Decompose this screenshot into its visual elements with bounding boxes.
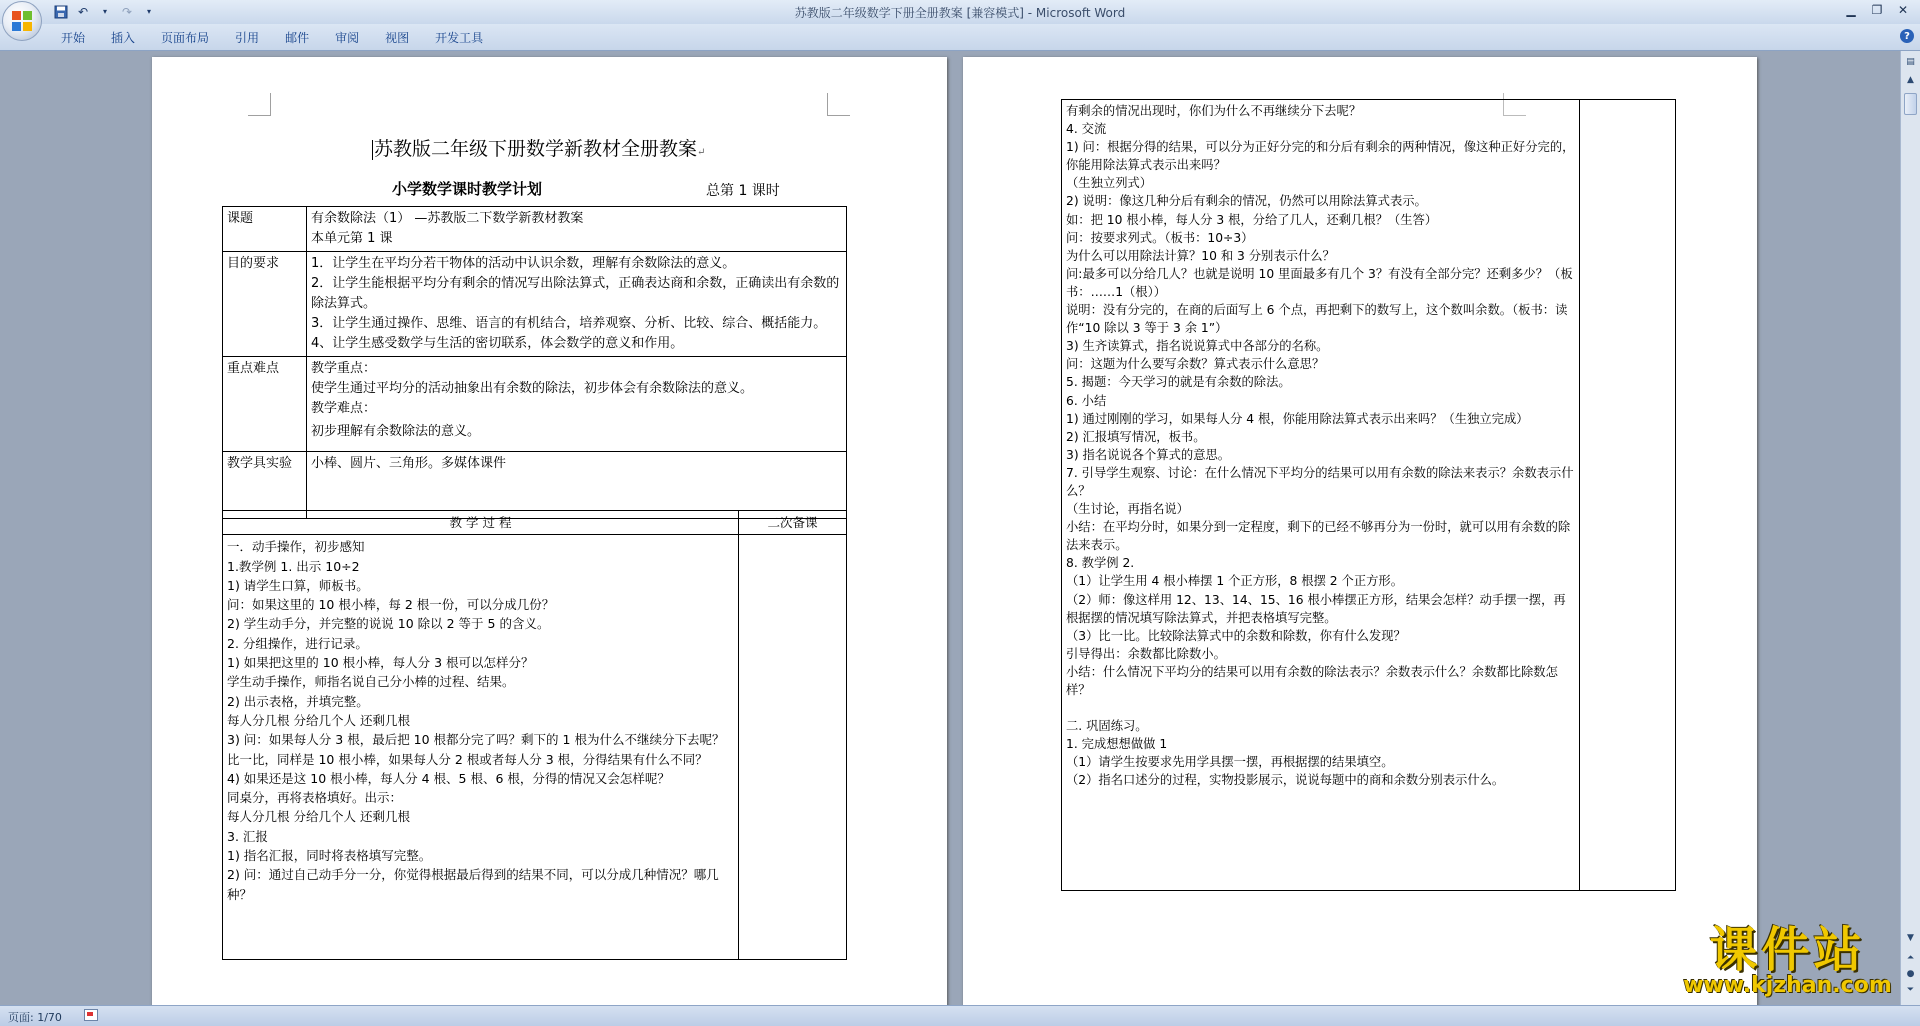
chevron-down-icon[interactable]: ▾ <box>102 7 107 16</box>
process-line: 问：如果这里的 10 根小棒，每 2 根一份，可以分成几份？ <box>227 597 555 613</box>
window-title: 苏教版二年级数学下册全册教案 [兼容模式] - Microsoft Word <box>794 6 1126 20</box>
process-line: 5. 揭题：今天学习的就是有余数的除法。 <box>1066 375 1291 390</box>
process-line: 1) 通过刚刚的学习，如果每人分 4 根，你能用除法算式表示出来吗？（生独立完成） <box>1066 411 1529 426</box>
process-content <box>1062 100 1580 891</box>
document-workspace[interactable] <box>0 51 1900 1005</box>
document-page-1[interactable] <box>152 57 947 1005</box>
process-line: 说明：没有分完的，在商的后面写上 6 个点，再把剩下的数写上，这个数叫余数。（板书：读作“10 除以 3 等于 3 余 1”） <box>1066 303 1568 336</box>
close-icon[interactable]: ✕ <box>1897 3 1909 17</box>
plan-total: 总第 1 课时 <box>706 183 780 199</box>
window-controls <box>1838 0 1916 20</box>
table-row <box>223 452 847 519</box>
browse-object-icon[interactable]: ● <box>1906 969 1915 979</box>
process-line: （生独立列式） <box>1066 176 1153 191</box>
undo-icon[interactable]: ↶ <box>77 4 89 19</box>
table-row <box>1062 100 1676 891</box>
lesson-info-table <box>222 206 847 519</box>
process-line <box>1066 699 1575 717</box>
process-line: 2) 汇报填写情况，板书。 <box>1066 429 1206 444</box>
process-line: 2) 学生动手分，并完整的说说 10 除以 2 等于 5 的含义。 <box>227 616 550 632</box>
scroll-thumb[interactable] <box>1904 93 1917 115</box>
office-button[interactable] <box>2 1 42 41</box>
process-line: 小结：在平均分时，如果分到一定程度，剩下的已经不够再分为一份时，就可以用有余数的除法来表示。 <box>1066 520 1571 553</box>
tab-insert[interactable]: 插入 <box>111 31 136 45</box>
tools-label: 教学具实验 <box>223 452 307 519</box>
tab-view[interactable]: 视图 <box>385 31 410 45</box>
process-line: 每人分几根 分给几个人 还剩几根 <box>227 809 410 825</box>
process-line: 1.教学例 1. 出示 10÷2 <box>227 558 360 574</box>
process-line: 1) 如果把这里的 10 根小棒，每人分 3 根可以怎样分？ <box>227 655 534 671</box>
process-line: 同桌分，再将表格填好。出示： <box>227 790 403 806</box>
scroll-down-icon[interactable]: ▼ <box>1907 933 1914 943</box>
teaching-process-table-continued <box>1061 99 1676 891</box>
process-line: 一．动手操作，初步感知 <box>227 539 365 555</box>
process-line: （2）师：像这样用 12、13、14、15、16 根小棒摆正方形，结果会怎样？动手摆一摆，再根据摆的情况填写除法算式，并把表格填写完整。 <box>1066 592 1566 625</box>
second-prep-header: 二次备课 <box>739 511 847 535</box>
document-title: 苏教版二年级下册数学新教材全册教案↵ <box>374 138 706 160</box>
process-line: 2) 出示表格，并填完整。 <box>227 693 369 709</box>
process-line: 1) 问：根据分得的结果，可以分为正好分完的和分后有剩余的两种情况，像这种正好分完的，你能用除法算式表示出来吗？ <box>1066 140 1575 173</box>
process-line: 1) 请学生口算，师板书。 <box>227 577 369 593</box>
text-cursor <box>372 140 373 160</box>
process-line: 2) 说明：像这几种分后有剩余的情况，仍然可以用除法算式表示。 <box>1066 194 1427 209</box>
process-line: 引导得出：余数都比除数小。 <box>1066 646 1226 661</box>
process-line: 小结：什么情况下平均分的结果可以用有余数的除法表示？余数表示什么？余数都比除数怎样？ <box>1066 664 1558 697</box>
topic-value: 有余数除法（1） —苏教版二下数学新教材教案 本单元第 1 课 <box>307 207 847 252</box>
second-prep-content <box>739 535 847 960</box>
process-line: 7. 引导学生观察、讨论：在什么情况下平均分的结果可以用有余数的除法来表示？余数表示什么？ <box>1066 465 1574 498</box>
table-row <box>223 252 847 357</box>
process-line: （生讨论，再指名说） <box>1066 502 1189 517</box>
next-page-icon[interactable]: ⏷ <box>1906 985 1915 995</box>
process-line: 学生动手操作，师指名说自己分小棒的过程、结果。 <box>227 674 515 690</box>
key-points-label: 重点难点 <box>223 357 307 452</box>
process-line: （2）指名口述分的过程，实物投影展示，说说每题中的商和余数分别表示什么。 <box>1066 773 1505 788</box>
status-bar <box>0 1005 1920 1026</box>
process-line: 每人分几根 分给几个人 还剩几根 <box>227 712 410 728</box>
help-icon[interactable]: ? <box>1900 29 1914 43</box>
crop-mark <box>248 93 271 116</box>
process-line: 3) 指名说说各个算式的意思。 <box>1066 447 1231 462</box>
title-bar <box>0 0 1920 25</box>
second-prep-content <box>1580 100 1676 891</box>
tab-references[interactable]: 引用 <box>235 31 260 45</box>
tab-developer[interactable]: 开发工具 <box>435 31 484 45</box>
topic-label: 课题 <box>223 207 307 252</box>
process-line: （3）比一比。比较除法算式中的余数和除数，你有什么发现？ <box>1066 628 1406 643</box>
process-line: 3. 汇报 <box>227 828 268 844</box>
process-line: 2) 问：通过自己动手分一分，你觉得根据最后得到的结果不同，可以分成几种情况？哪几种？ <box>227 867 719 902</box>
process-content <box>223 535 739 960</box>
restore-icon[interactable]: ❐ <box>1871 3 1883 17</box>
crop-mark <box>827 93 850 116</box>
ribbon-tab-bar <box>0 24 1920 51</box>
tab-review[interactable]: 审阅 <box>335 31 360 45</box>
process-line: 如：把 10 根小棒，每人分 3 根，分给了几人，还剩几根？（生答） <box>1066 212 1438 227</box>
proofing-icon[interactable] <box>84 1009 98 1021</box>
process-line: 4) 如果还是这 10 根小棒，每人分 4 根、5 根、6 根，分得的情况又会怎样呢？ <box>227 770 670 786</box>
tab-home[interactable]: 开始 <box>61 31 86 45</box>
watermark <box>1670 922 1905 998</box>
process-line: （1）让学生用 4 根小棒摆 1 个正方形，8 根摆 2 个正方形。 <box>1066 574 1404 589</box>
table-row <box>223 207 847 252</box>
process-line: 6. 小结 <box>1066 393 1107 408</box>
watermark-logo-text: 课件站 <box>1709 922 1866 978</box>
vertical-scrollbar[interactable] <box>1900 51 1920 1005</box>
redo-icon[interactable]: ↷ <box>121 4 133 19</box>
key-points-value: 教学重点： 使学生通过平均分的活动抽象出有余数的除法，初步体会有余数除法的意义。 教学难点： 初步理解有余数除法的意义。 <box>307 357 847 452</box>
ruler-toggle-icon[interactable]: ▤ <box>1906 57 1915 67</box>
scroll-up-icon[interactable]: ▲ <box>1907 75 1914 85</box>
process-line: 问:最多可以分给几人？也就是说明 10 里面最多有几个 3？有没有全部分完？还剩多少？（板书：……1（根）） <box>1066 266 1573 299</box>
tools-value: 小棒、圆片、三角形。多媒体课件 <box>307 452 847 519</box>
process-line: 问：按要求列式。（板书：10÷3） <box>1066 230 1254 245</box>
process-line: 2. 分组操作，进行记录。 <box>227 635 368 651</box>
process-line: 3) 生齐读算式，指名说说算式中各部分的名称。 <box>1066 339 1329 354</box>
plan-title: 小学数学课时教学计划 <box>392 180 543 198</box>
watermark-url: www.kjzhan.com <box>1683 973 1892 998</box>
teaching-process-table <box>222 510 847 960</box>
customize-toolbar-icon[interactable]: ▾ <box>146 7 151 16</box>
goal-value: 1．让学生在平均分若干物体的活动中认识余数，理解有余数除法的意义。 2．让学生能根据平均分有剩余的情况写出除法算式，正确表达商和余数，正确读出有余数的除法算式。 3．让学生通过操作、思维、语言的有机结合，培养观察、分析、比较、综合、概括能力。4、让学生感受数学与生活的密切联系，体会数学的意义和作用。 <box>307 252 847 357</box>
process-line: 有剩余的情况出现时，你们为什么不再继续分下去呢？ <box>1066 104 1362 118</box>
process-line: （1）请学生按要求先用学具摆一摆，再根据摆的结果填空。 <box>1066 755 1394 770</box>
process-header: 教 学 过 程 <box>223 511 739 535</box>
previous-page-icon[interactable]: ⏶ <box>1906 953 1915 963</box>
process-line: 1. 完成想想做做 1 <box>1066 737 1168 752</box>
process-line: 3) 问：如果每人分 3 根，最后把 10 根都分完了吗？剩下的 1 根为什么不继续分下去呢？比一比，同样是 10 根小棒，如果每人分 2 根或者每人分 3 根，分得结果有什么不同？ <box>227 732 725 767</box>
process-line: 二. 巩固练习。 <box>1066 719 1148 734</box>
tab-page-layout[interactable]: 页面布局 <box>161 31 210 45</box>
table-row <box>223 511 847 535</box>
table-row <box>223 357 847 452</box>
goal-label: 目的要求 <box>223 252 307 357</box>
process-line: 问：这题为什么要写余数？算式表示什么意思？ <box>1066 357 1325 372</box>
table-row <box>223 535 847 960</box>
tab-mailings[interactable]: 邮件 <box>285 31 310 45</box>
process-line: 8. 教学例 2. <box>1066 556 1135 571</box>
document-page-2[interactable] <box>963 57 1757 1005</box>
process-line: 1) 指名汇报，同时将表格填写完整。 <box>227 848 432 864</box>
minimize-icon[interactable]: ▁ <box>1846 3 1856 17</box>
page-count[interactable]: 页面: 1/70 <box>8 1011 62 1024</box>
process-line: 4. 交流 <box>1066 122 1107 137</box>
process-line: 为什么可以用除法计算？10 和 3 分别表示什么？ <box>1066 248 1335 263</box>
office-logo-icon <box>10 9 34 33</box>
